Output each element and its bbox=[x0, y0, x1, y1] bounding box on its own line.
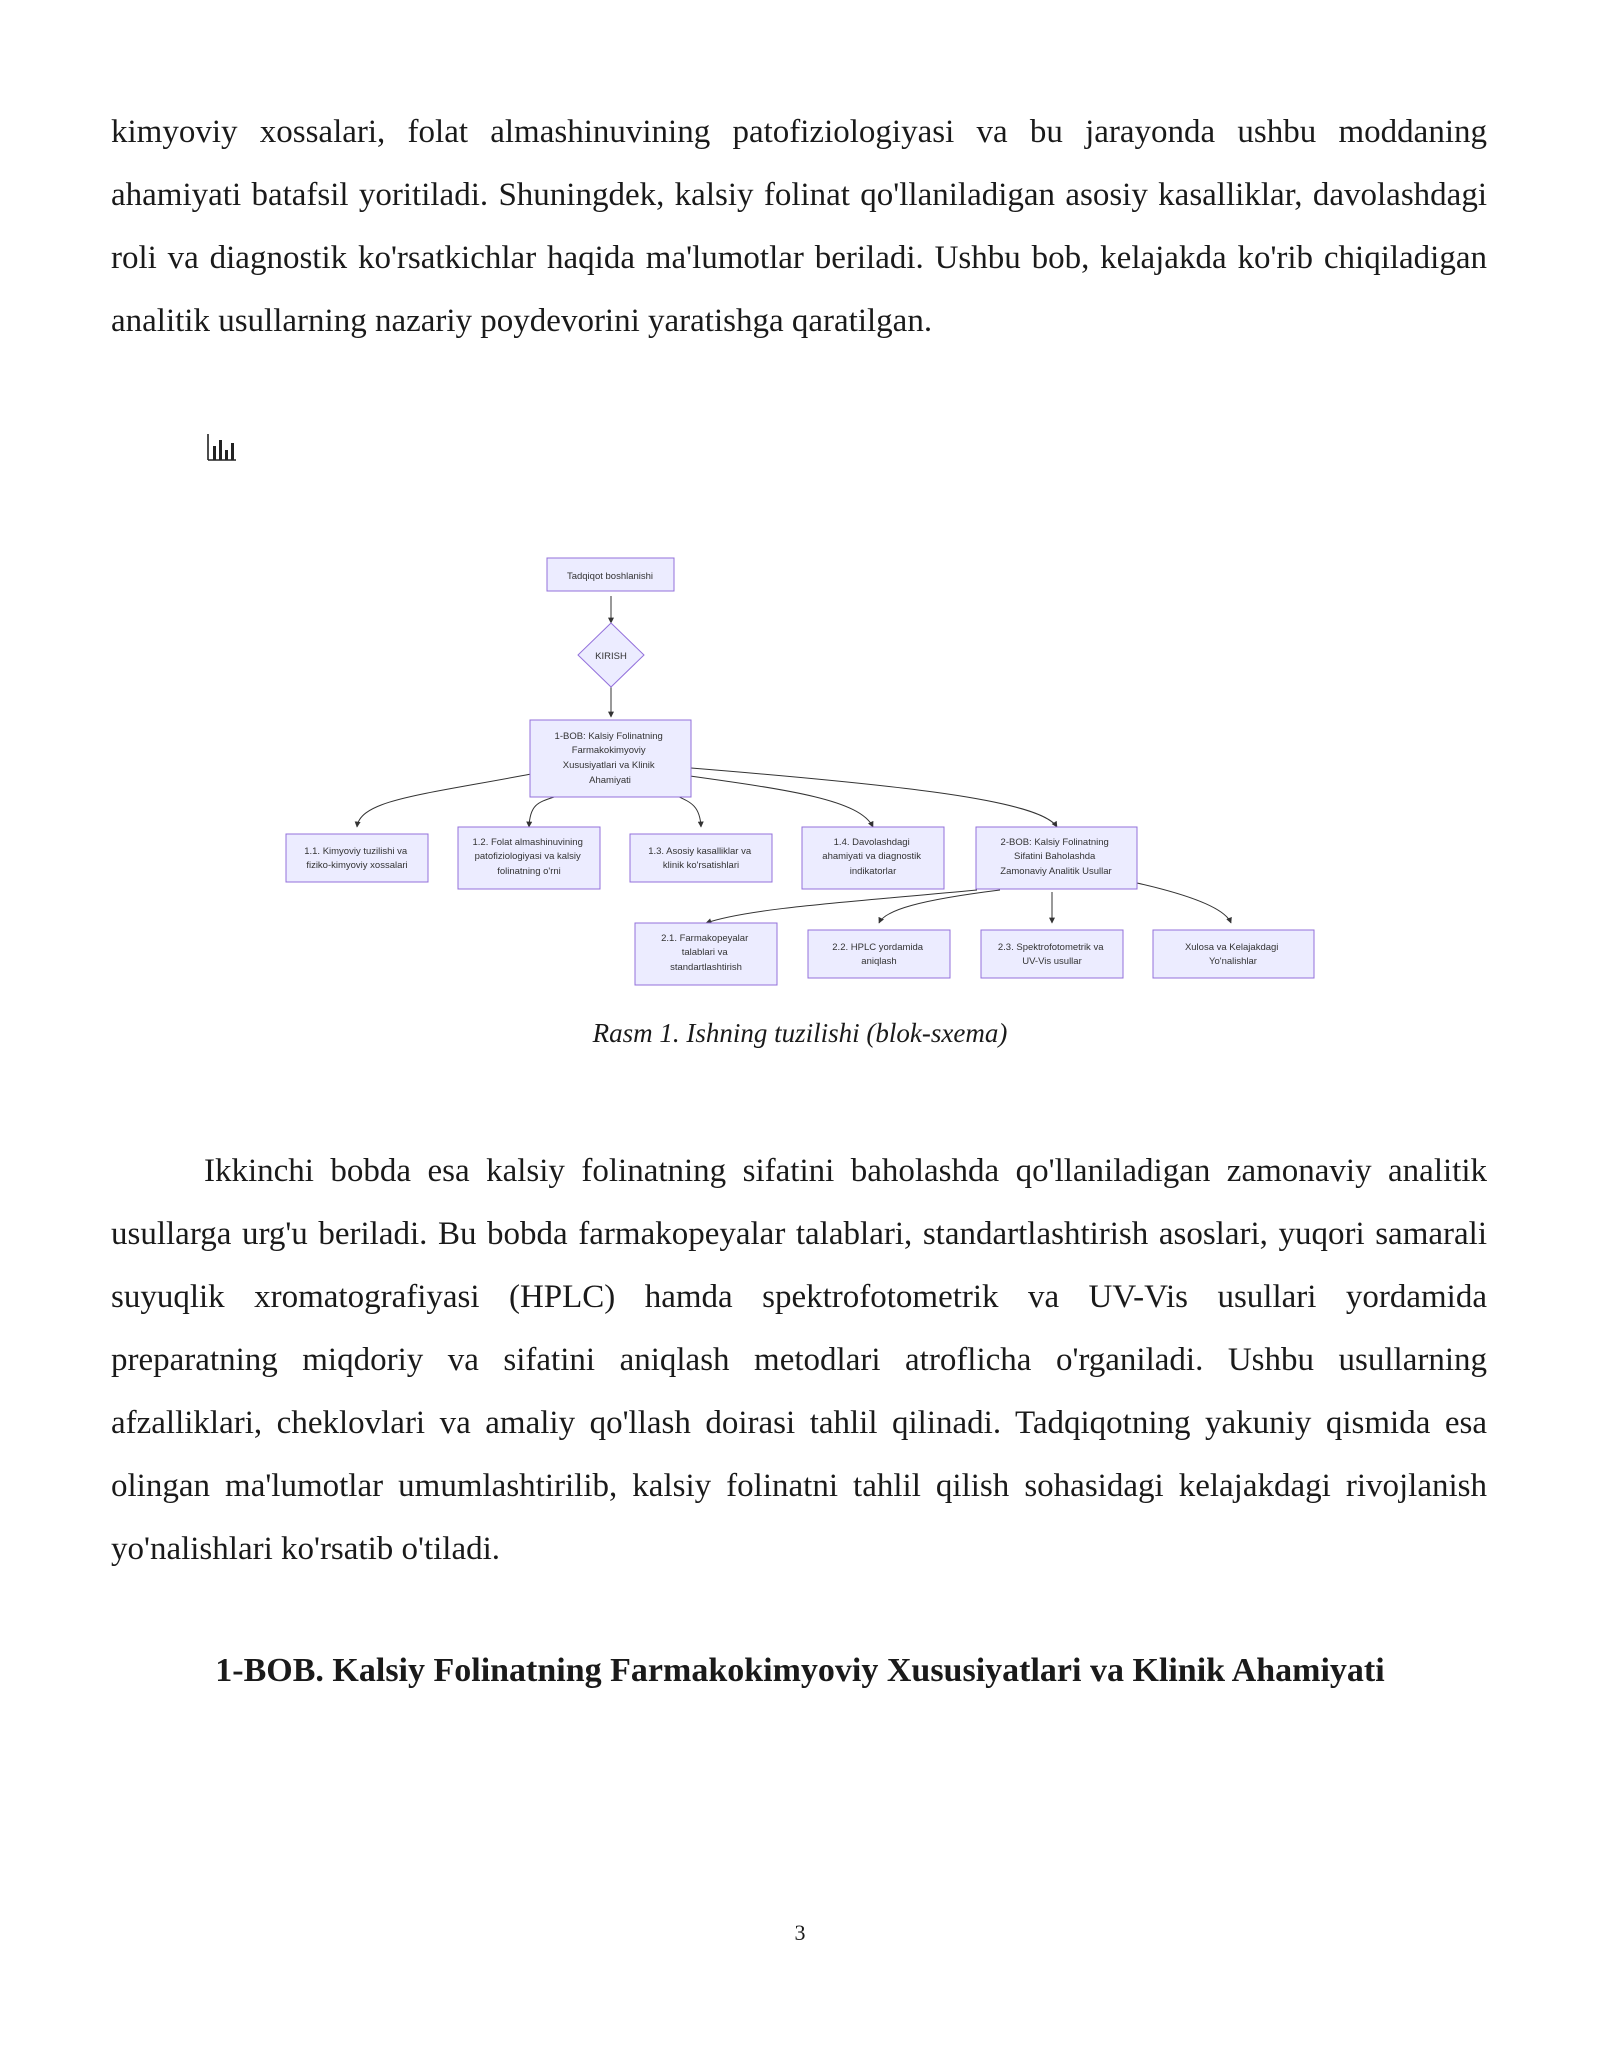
node-intro bbox=[578, 623, 644, 687]
intro-paragraph: kimyoviy xossalari, folat almashinuvining patofiziologiyasi va bu jarayonda ushbu moddaning ahamiyati batafsil yoritiladi. Shuningdek, kalsiy folinat qo'llaniladigan asosiy kasalliklar, davolashdagi roli va diagnostik ko'rsatkichlar haqida ma'lumotlar beriladi. Ushbu bob, kelajakda ko'rib chiqiladigan analitik usullarning nazariy poydevorini yaratishga qaratilgan. bbox=[111, 114, 1487, 339]
node-chapter2 bbox=[976, 827, 1137, 889]
chapter-heading: 1-BOB. Kalsiy Folinatning Farmakokimyoviy Xususiyatlari va Klinik Ahamiyati bbox=[215, 1652, 1385, 1689]
node-s2-1-label: 2.1. Farmakopeyalar talablari va standartlashtirish bbox=[661, 933, 749, 973]
edge-chapter1-s1-3 bbox=[675, 795, 701, 827]
node-start-label: Tadqiqot boshlanishi bbox=[566, 571, 654, 582]
node-s2-1 bbox=[635, 923, 777, 985]
node-s1-1 bbox=[286, 834, 428, 882]
node-s1-4 bbox=[802, 827, 944, 889]
node-chapter1-label: 1-BOB: Kalsiy Folinatning Farmakokimyoviy Xususiyatlari va Klinik Ahamiyati bbox=[554, 731, 663, 786]
edge-chapter2-s2-2 bbox=[879, 890, 1000, 923]
edge-chapter1-s1-4 bbox=[690, 776, 873, 827]
node-start bbox=[547, 558, 674, 591]
bar-chart-icon bbox=[206, 432, 238, 462]
edge-chapter1-s1-1 bbox=[357, 774, 531, 827]
node-conclusion bbox=[1153, 930, 1314, 978]
second-paragraph: Ikkinchi bobda esa kalsiy folinatning sifatini baholashda qo'llaniladigan zamonaviy analitik usullarga urg'u beriladi. Bu bobda farmakopeyalar talablari, standartlashtirish asoslari, yuqori samarali suyuqlik xromatografiyasi (HPLC) hamda spektrofotometrik va UV-Vis usullari yordamida preparatning miqdoriy va sifatini aniqlash metodlari atroflicha o'rganiladi. Ushbu usullarning afzalliklari, cheklovlari va amaliy qo'llash doirasi tahlil qilinadi. Tadqiqotning yakuniy qismida esa olingan ma'lumotlar umumlashtirilib, kalsiy folinatni tahlil qilish sohasidagi kelajakdagi rivojlanish yo'nalishlari ko'rsatib o'tiladi. bbox=[111, 1153, 1487, 1567]
node-s2-3-label: 2.3. Spektrofotometrik va UV-Vis usullar bbox=[997, 942, 1104, 967]
node-conclusion-label: Xulosa va Kelajakdagi Yo'nalishlar bbox=[1184, 942, 1279, 967]
node-intro-label: KIRISH bbox=[595, 651, 627, 662]
node-s2-2 bbox=[808, 930, 950, 978]
edge-chapter1-chapter2 bbox=[691, 768, 1057, 827]
node-s1-3 bbox=[630, 834, 772, 882]
node-s1-2 bbox=[458, 827, 600, 889]
node-chapter1 bbox=[530, 720, 691, 797]
edge-chapter1-s1-2 bbox=[529, 795, 560, 827]
figure-caption: Rasm 1. Ishning tuzilishi (blok-sxema) bbox=[592, 1018, 1008, 1048]
node-s1-2-label: 1.2. Folat almashinuvining patofiziologiyasi va kalsiy folinatning o'rni bbox=[472, 837, 583, 877]
node-s1-4-label: 1.4. Davolashdagi ahamiyati va diagnostik indikatorlar bbox=[822, 837, 922, 877]
edge-chapter2-s2-1 bbox=[706, 890, 977, 923]
node-s1-1-label: 1.1. Kimyoviy tuzilishi va fiziko-kimyoviy xossalari bbox=[304, 846, 408, 871]
page-number: 3 bbox=[794, 1920, 806, 1945]
node-s2-3 bbox=[981, 930, 1123, 978]
node-s1-3-label: 1.3. Asosiy kasalliklar va klinik ko'rsatishlari bbox=[648, 846, 752, 871]
structure-flowchart bbox=[0, 540, 1600, 1000]
node-chapter2-label: 2-BOB: Kalsiy Folinatning Sifatini Baholashda Zamonaviy Analitik Usullar bbox=[1000, 837, 1112, 877]
edge-chapter2-conclusion bbox=[1137, 883, 1231, 923]
node-s2-2-label: 2.2. HPLC yordamida aniqlash bbox=[832, 942, 924, 967]
